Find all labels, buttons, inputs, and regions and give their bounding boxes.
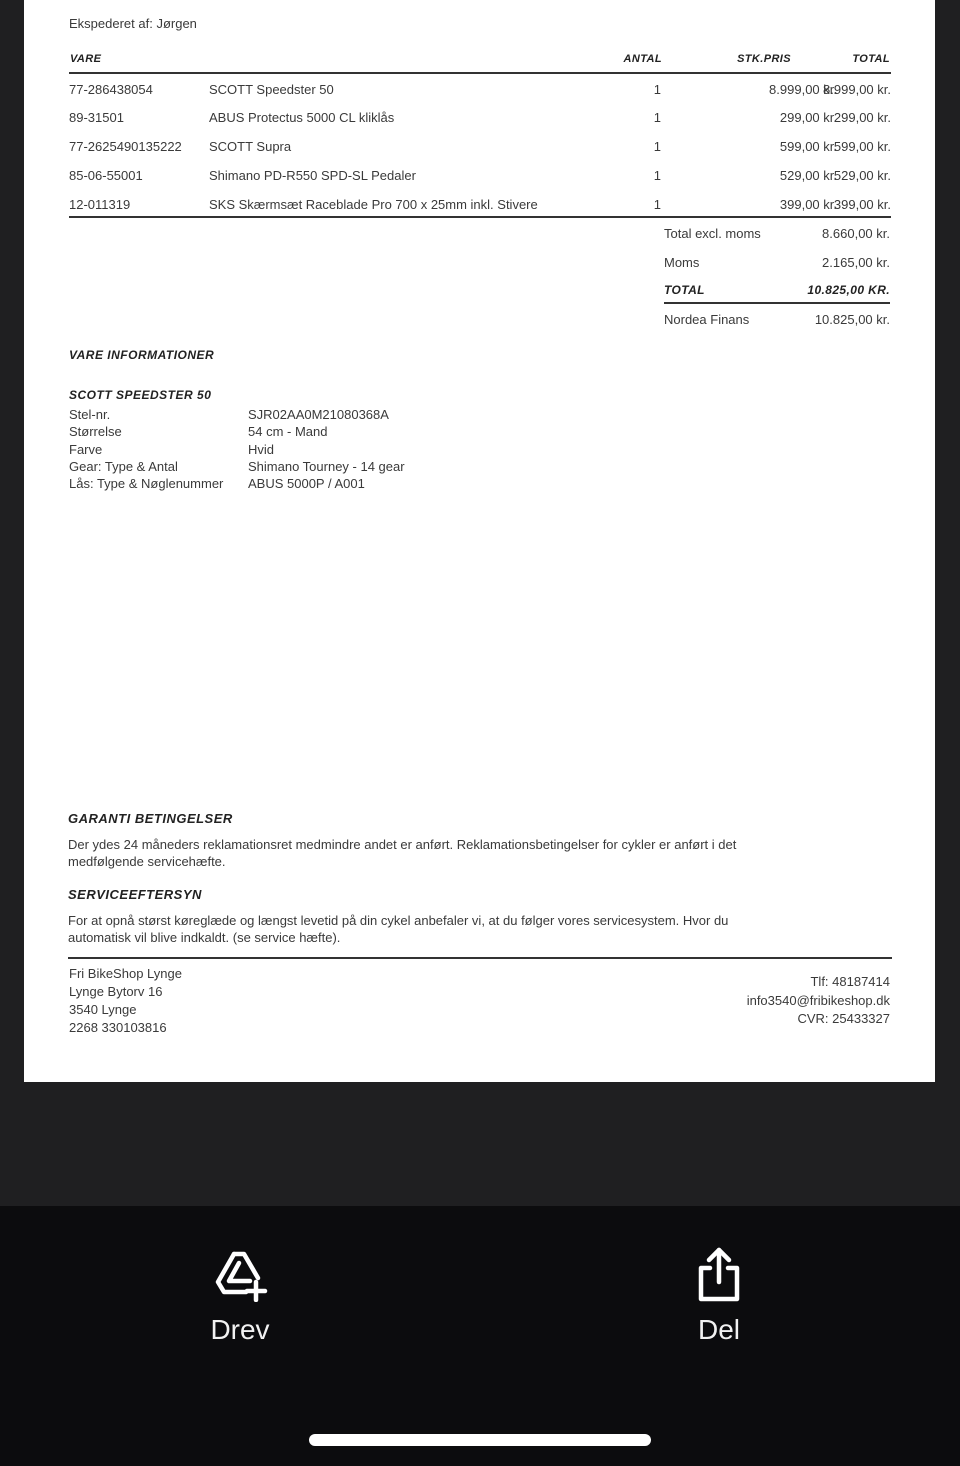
spec-value: 54 cm - Mand: [248, 424, 328, 439]
store-account: 2268 330103816: [69, 1020, 167, 1035]
spec-key: Gear: Type & Antal: [69, 459, 178, 474]
col-header-total: TOTAL: [852, 53, 890, 65]
item-sku: 77-286438054: [69, 82, 153, 97]
service-heading: SERVICEEFTERSYN: [68, 887, 202, 902]
spec-row: [69, 458, 469, 475]
store-name: Fri BikeShop Lynge: [69, 966, 182, 981]
store-address: [69, 965, 182, 1037]
spec-row: [69, 423, 469, 440]
spec-row: [69, 406, 469, 423]
item-description: SCOTT Speedster 50: [209, 82, 334, 97]
share-icon: [619, 1246, 819, 1302]
item-total: 599,00 kr.: [833, 139, 891, 154]
item-qty: 1: [653, 110, 661, 125]
item-sku: 12-011319: [69, 197, 131, 212]
item-info-heading: VARE INFORMATIONER: [69, 348, 215, 362]
invoice-document: [24, 0, 935, 1082]
table-row: [69, 75, 891, 104]
spec-key: Lås: Type & Nøglenummer: [69, 476, 224, 491]
store-street: Lynge Bytorv 16: [69, 984, 163, 999]
drive-button[interactable]: [140, 1246, 340, 1346]
share-label: Del: [697, 1314, 740, 1345]
warranty-text: Der ydes 24 måneders reklamationsret medmindre andet er anført. Reklamationsbetingelser for cykler er anført i det medfølgende servicehæfte.: [68, 837, 737, 869]
spec-key: Størrelse: [69, 424, 122, 439]
spec-key: Farve: [69, 442, 103, 457]
spec-value: SJR02AA0M21080368A: [248, 407, 389, 422]
spec-row: [69, 475, 469, 492]
service-text: For at opnå størst køreglæde og længst levetid på din cykel anbefaler vi, at du følger vores servicesystem. Hvor du automatisk vil blive indkaldt. (se service hæfte).: [68, 913, 729, 945]
vat-row: [664, 248, 890, 277]
item-sku: 85-06-55001: [69, 168, 143, 183]
payment-value: 10.825,00 kr.: [814, 312, 890, 327]
item-unit-price: 399,00 kr.: [779, 197, 837, 212]
spec-row: [69, 441, 469, 458]
item-unit-price: 529,00 kr.: [779, 168, 837, 183]
item-qty: 1: [653, 82, 661, 97]
footer-divider: [68, 957, 892, 959]
store-cvr: CVR: 25433327: [797, 1011, 890, 1026]
drive-label: Drev: [210, 1314, 270, 1345]
store-phone: Tlf: 48187414: [810, 974, 890, 989]
spec-value: Hvid: [248, 442, 275, 457]
grand-total-value: 10.825,00 KR.: [807, 283, 890, 297]
item-total: 529,00 kr.: [833, 168, 891, 183]
spec-key: Stel-nr.: [69, 407, 111, 422]
shipped-by: Ekspederet af: Jørgen: [69, 16, 197, 31]
vat-label: Moms: [664, 255, 700, 270]
item-description: Shimano PD-R550 SPD-SL Pedaler: [209, 168, 416, 183]
col-header-qty: ANTAL: [623, 53, 662, 65]
store-email: info3540@fribikeshop.dk: [746, 992, 890, 1008]
table-divider: [69, 216, 891, 218]
item-qty: 1: [653, 197, 661, 212]
home-indicator[interactable]: [309, 1434, 651, 1446]
item-unit-price: 599,00 kr.: [779, 139, 837, 154]
table-row: [69, 103, 891, 132]
subtotal-value: 8.660,00 kr.: [822, 226, 890, 241]
spec-value: ABUS 5000P / A001: [248, 476, 365, 491]
payment-row: [664, 305, 890, 334]
payment-label: Nordea Finans: [664, 312, 750, 327]
item-sku: 89-31501: [69, 110, 124, 125]
item-description: SKS Skærmsæt Raceblade Pro 700 x 25mm inkl. Stivere: [209, 197, 538, 212]
warranty-heading: GARANTI BETINGELSER: [68, 811, 233, 826]
item-total: 399,00 kr.: [833, 197, 891, 212]
store-contact: [664, 973, 890, 1029]
item-unit-price: 8.999,00 kr.: [769, 82, 837, 97]
product-heading: SCOTT SPEEDSTER 50: [69, 388, 212, 402]
item-description: SCOTT Supra: [209, 139, 292, 154]
grand-total-row: [664, 276, 890, 305]
spec-value: Shimano Tourney - 14 gear: [248, 459, 405, 474]
subtotal-label: Total excl. moms: [664, 226, 761, 241]
item-sku: 77-2625490135222: [69, 139, 182, 154]
item-unit-price: 299,00 kr.: [779, 110, 837, 125]
item-description: ABUS Protectus 5000 CL kliklås: [209, 110, 395, 125]
store-city: 3540 Lynge: [69, 1002, 137, 1017]
table-row: [69, 161, 891, 190]
google-drive-add-icon: [140, 1246, 340, 1302]
vat-value: 2.165,00 kr.: [822, 255, 890, 270]
col-header-item: VARE: [70, 53, 102, 65]
totals-divider: [664, 302, 890, 304]
item-qty: 1: [653, 168, 661, 183]
header-divider: [69, 72, 891, 74]
item-total: 8.999,00 kr.: [823, 82, 891, 97]
table-row: [69, 190, 891, 219]
grand-total-label: TOTAL: [664, 283, 705, 297]
action-bar: [0, 1206, 960, 1466]
item-total: 299,00 kr.: [833, 110, 891, 125]
subtotal-row: [664, 219, 890, 248]
col-header-unit-price: STK.PRIS: [737, 53, 791, 65]
item-qty: 1: [653, 139, 661, 154]
table-row: [69, 132, 891, 161]
share-button[interactable]: [619, 1246, 819, 1346]
